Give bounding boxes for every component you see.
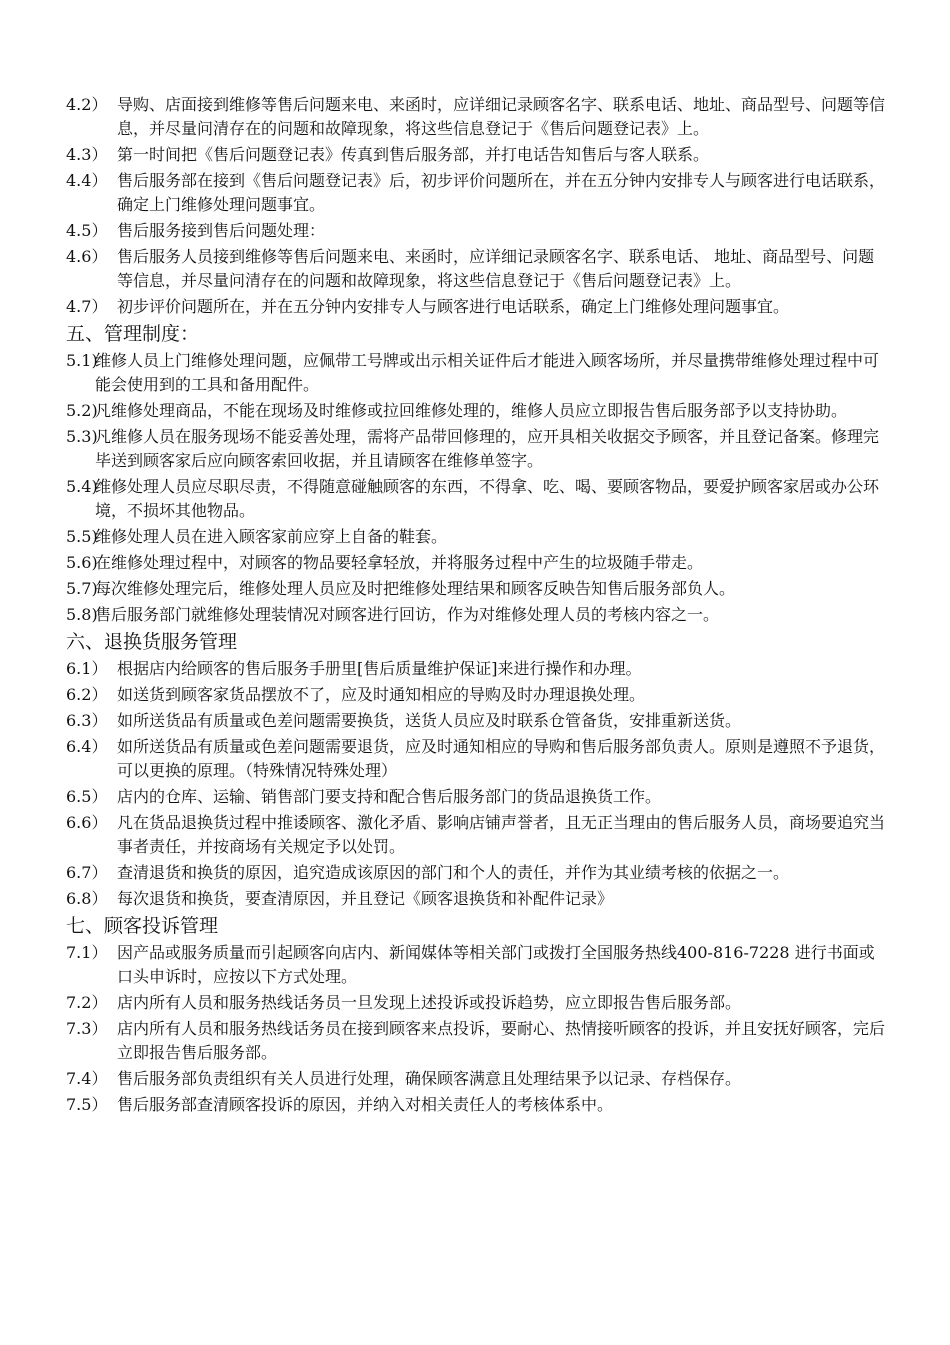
item-text: 售后服务部门就维修处理装情况对顾客进行回访，作为对维修处理人员的考核内容之一。 bbox=[95, 605, 720, 624]
item-number: 6.1） bbox=[66, 659, 108, 678]
item-text: 售后服务人员接到维修等售后问题来电、来函时，应详细记录顾客名字、联系电话、 地址、商品型号、问题等信息，并尽量问清存在的问题和故障现象，将这些信息登记于《售后问题登记表》上。 bbox=[117, 247, 875, 290]
item-text: 售后服务部负责组织有关人员进行处理，确保顾客满意且处理结果予以记录、存档保存。 bbox=[117, 1069, 742, 1088]
list-item bbox=[66, 811, 890, 859]
item-text: 在维修处理过程中，对顾客的物品要轻拿轻放，并将服务过程中产生的垃圾随手带走。 bbox=[95, 553, 704, 572]
item-text: 如所送货品有质量或色差问题需要退货，应及时通知相应的导购和售后服务部负责人。原则是遵照不予退货，可以更换的原理。（特殊情况特殊处理） bbox=[117, 737, 886, 780]
list-item bbox=[66, 577, 890, 601]
item-number: 5.2) bbox=[66, 401, 98, 420]
item-text: 根据店内给顾客的售后服务手册里[售后质量维护保证]来进行操作和办理。 bbox=[117, 659, 642, 678]
list-item bbox=[66, 399, 890, 423]
section-7 bbox=[66, 913, 890, 1117]
item-number: 4.4） bbox=[66, 171, 108, 190]
item-text: 店内所有人员和服务热线话务员一旦发现上述投诉或投诉趋势，应立即报告售后服务部。 bbox=[117, 993, 742, 1012]
list-item bbox=[66, 887, 890, 911]
item-number: 4.3） bbox=[66, 145, 108, 164]
item-text: 维修处理人员应尽职尽责，不得随意碰触顾客的东西，不得拿、吃、喝、要顾客物品，要爱护顾客家居或办公环境，不损坏其他物品。 bbox=[95, 477, 880, 520]
item-number: 6.7） bbox=[66, 863, 108, 882]
list-item bbox=[66, 425, 890, 473]
section-heading: 七、顾客投诉管理 bbox=[66, 915, 219, 937]
item-number: 7.4） bbox=[66, 1069, 108, 1088]
section-4 bbox=[66, 93, 890, 319]
item-text: 售后服务接到售后问题处理： bbox=[117, 221, 326, 240]
list-item bbox=[66, 349, 890, 397]
item-number: 5.5) bbox=[66, 527, 98, 546]
list-item bbox=[66, 219, 890, 243]
list-item bbox=[66, 143, 890, 167]
section-heading: 六、退换货服务管理 bbox=[66, 631, 238, 653]
item-number: 6.5） bbox=[66, 787, 108, 806]
section-heading: 五、管理制度： bbox=[66, 323, 200, 345]
item-number: 5.3) bbox=[66, 427, 98, 446]
item-number: 4.5） bbox=[66, 221, 108, 240]
item-number: 7.3） bbox=[66, 1019, 108, 1038]
list-item bbox=[66, 245, 890, 293]
list-item bbox=[66, 603, 890, 627]
item-text: 店内的仓库、运输、销售部门要支持和配合售后服务部门的货品退换货工作。 bbox=[117, 787, 662, 806]
item-number: 7.1） bbox=[66, 943, 108, 962]
list-item bbox=[66, 1093, 890, 1117]
item-text: 查清退货和换货的原因，追究造成该原因的部门和个人的责任，并作为其业绩考核的依据之一。 bbox=[117, 863, 790, 882]
section-6 bbox=[66, 629, 890, 911]
item-text: 售后服务部在接到《售后问题登记表》后，初步评价问题所在，并在五分钟内安排专人与顾客进行电话联系，确定上门维修处理问题事宜。 bbox=[117, 171, 886, 214]
list-item bbox=[66, 861, 890, 885]
item-number: 5.4) bbox=[66, 477, 98, 496]
item-number: 4.2） bbox=[66, 95, 108, 114]
item-text: 维修处理人员在进入顾客家前应穿上自备的鞋套。 bbox=[95, 527, 448, 546]
list-item bbox=[66, 1017, 890, 1065]
item-number: 6.4） bbox=[66, 737, 108, 756]
item-text: 售后服务部查清顾客投诉的原因，并纳入对相关责任人的考核体系中。 bbox=[117, 1095, 614, 1114]
list-item bbox=[66, 93, 890, 141]
item-text: 如所送货品有质量或色差问题需要换货，送货人员应及时联系仓管备货，安排重新送货。 bbox=[117, 711, 742, 730]
list-item bbox=[66, 475, 890, 523]
list-item bbox=[66, 1067, 890, 1091]
item-text: 初步评价问题所在，并在五分钟内安排专人与顾客进行电话联系，确定上门维修处理问题事宜。 bbox=[117, 297, 790, 316]
list-item bbox=[66, 735, 890, 783]
list-item bbox=[66, 683, 890, 707]
item-text: 每次退货和换货，要查清原因，并且登记《顾客退换货和补配件记录》 bbox=[117, 889, 614, 908]
list-item bbox=[66, 169, 890, 217]
item-text: 凡在货品退换货过程中推诿顾客、激化矛盾、影响店铺声誉者，且无正当理由的售后服务人员，商场要追究当事者责任，并按商场有关规定予以处罚。 bbox=[117, 813, 886, 856]
item-text: 维修人员上门维修处理问题，应佩带工号牌或出示相关证件后才能进入顾客场所，并尽量携带维修处理过程中可能会使用到的工具和备用配件。 bbox=[95, 351, 880, 394]
item-text: 凡维修处理商品，不能在现场及时维修或拉回维修处理的，维修人员应立即报告售后服务部予以支持协助。 bbox=[95, 401, 848, 420]
item-text: 第一时间把《售后问题登记表》传真到售后服务部，并打电话告知售后与客人联系。 bbox=[117, 145, 710, 164]
item-text: 如送货到顾客家货品摆放不了，应及时通知相应的导购及时办理退换处理。 bbox=[117, 685, 646, 704]
item-number: 7.2） bbox=[66, 993, 108, 1012]
item-number: 5.8) bbox=[66, 605, 98, 624]
list-item bbox=[66, 941, 890, 989]
list-item bbox=[66, 551, 890, 575]
item-number: 5.1) bbox=[66, 351, 98, 370]
item-number: 5.6) bbox=[66, 553, 98, 572]
item-number: 4.6） bbox=[66, 247, 108, 266]
item-number: 6.3） bbox=[66, 711, 108, 730]
item-text: 因产品或服务质量而引起顾客向店内、新闻媒体等相关部门或拨打全国服务热线400-816-7228 进行书面或口头申诉时，应按以下方式处理。 bbox=[117, 943, 875, 986]
list-item bbox=[66, 785, 890, 809]
item-number: 6.2） bbox=[66, 685, 108, 704]
item-text: 每次维修处理完后，维修处理人员应及时把维修处理结果和顾客反映告知售后服务部负人。 bbox=[95, 579, 736, 598]
list-item bbox=[66, 709, 890, 733]
item-number: 5.7) bbox=[66, 579, 98, 598]
list-item bbox=[66, 525, 890, 549]
list-item bbox=[66, 657, 890, 681]
item-number: 7.5） bbox=[66, 1095, 108, 1114]
list-item bbox=[66, 295, 890, 319]
item-text: 凡维修人员在服务现场不能妥善处理，需将产品带回修理的，应开具相关收据交予顾客，并且登记备案。修理完毕送到顾客家后应向顾客索回收据，并且请顾客在维修单签字。 bbox=[95, 427, 880, 470]
item-number: 6.8） bbox=[66, 889, 108, 908]
section-5 bbox=[66, 321, 890, 627]
item-number: 4.7） bbox=[66, 297, 108, 316]
list-item bbox=[66, 991, 890, 1015]
item-text: 店内所有人员和服务热线话务员在接到顾客来点投诉，要耐心、热情接听顾客的投诉，并且安抚好顾客，完后立即报告售后服务部。 bbox=[117, 1019, 886, 1062]
item-text: 导购、店面接到维修等售后问题来电、来函时，应详细记录顾客名字、联系电话、地址、商品型号、问题等信息，并尽量问清存在的问题和故障现象，将这些信息登记于《售后问题登记表》上。 bbox=[117, 95, 886, 138]
item-number: 6.6） bbox=[66, 813, 108, 832]
